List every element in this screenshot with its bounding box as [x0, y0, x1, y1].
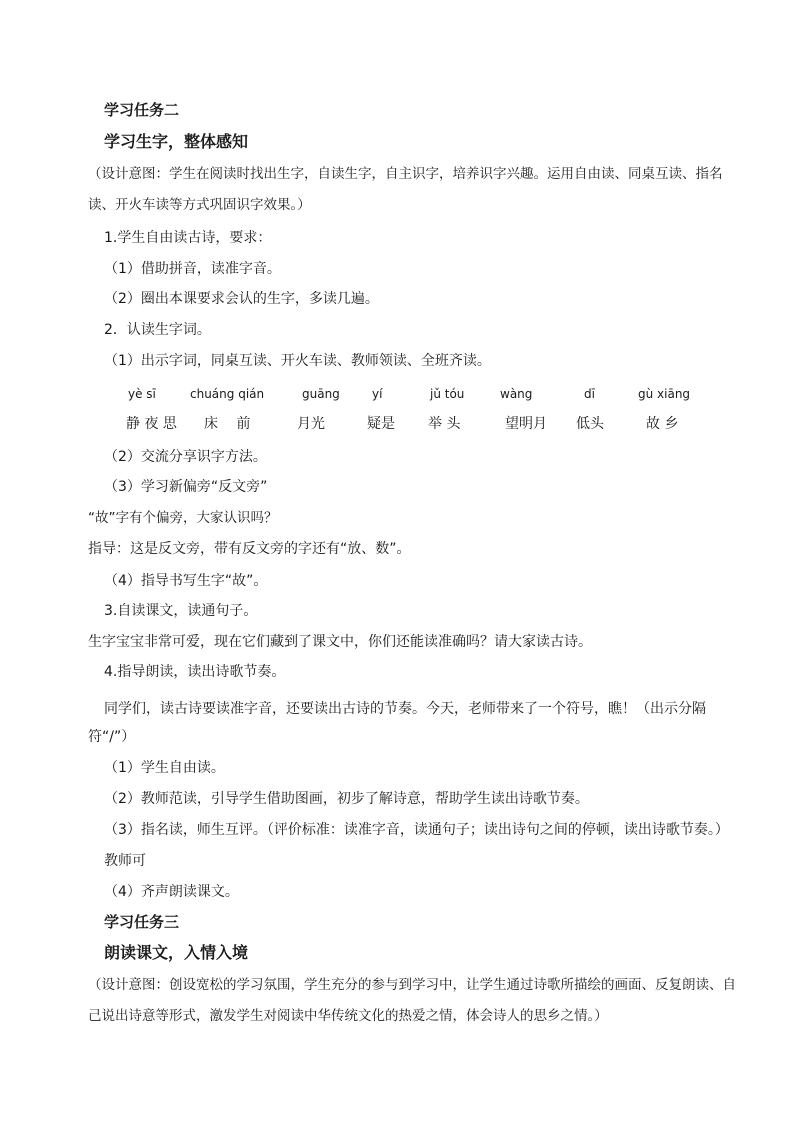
- step3: 3.自读课文，读通句子。: [104, 603, 258, 619]
- step2-c-guide: 指导：这是反文旁，带有反文旁的字还有“放、数”。: [88, 541, 411, 557]
- vocab-hanzi: 故 乡: [646, 416, 679, 432]
- step4-c: （3）指名读，师生互评。（评价标准：读准字音，读通句子；读出诗句之间的停顿，读出诗歌节奏。）: [104, 822, 729, 838]
- step1-b: （2）圈出本课要求会认的生字，多读几遍。: [104, 291, 379, 307]
- step2-d: （4）指导书写生字“故”。: [104, 573, 268, 589]
- vocab-pinyin: yè sī: [128, 387, 156, 401]
- step2: 2．认读生字词。: [104, 322, 211, 338]
- vocab-pinyin: jǔ tóu: [430, 387, 465, 401]
- step2-c-question: “故”字有个偏旁，大家认识吗？: [88, 510, 278, 526]
- task2-design-intent: （设计意图：学生在阅读时找出生字，自读生字，自主识字，培养识字兴趣。运用自由读、同桌互读、指名读、开火车读等方式巩固识字效果。）: [88, 166, 723, 213]
- vocab-hanzi: 月光: [297, 416, 325, 432]
- vocab-pinyin: gù xiāng: [638, 387, 691, 401]
- vocab-hanzi: 静 夜 思: [126, 416, 177, 432]
- vocab-hanzi: 望明月: [505, 416, 547, 432]
- step4: 4.指导朗读，读出诗歌节奏。: [104, 664, 286, 680]
- task2-subheading: 学习生字，整体感知: [104, 132, 249, 151]
- vocab-pinyin: chuáng qián: [190, 387, 265, 401]
- vocab-hanzi: 举 头: [428, 416, 461, 432]
- task3-design-intent: （设计意图：创设宽松的学习氛围，学生充分的参与到学习中，让学生通过诗歌所描绘的画面、反复朗读、自己说出诗意等形式，激发学生对阅读中华传统文化的热爱之情，体会诗人的思乡之情。）: [88, 977, 736, 1024]
- step3-text: 生字宝宝非常可爱，现在它们藏到了课文中，你们还能读准确吗？请大家读古诗。: [88, 634, 592, 650]
- step2-a: （1）出示字词，同桌互读、开火车读、教师领读、全班齐读。: [104, 353, 491, 369]
- vocab-pinyin: wàng: [500, 387, 533, 401]
- step4-d: （4）齐声朗读课文。: [104, 884, 239, 900]
- vocab-pinyin: guāng: [302, 387, 340, 401]
- task3-heading: 学习任务三: [104, 913, 180, 931]
- step4-b: （2）教师范读，引导学生借助图画，初步了解诗意，帮助学生读出诗歌节奏。: [104, 791, 589, 807]
- vocab-hanzi: 疑是: [367, 416, 395, 432]
- vocab-hanzi: 低头: [576, 416, 604, 432]
- step1: 1.学生自由读古诗，要求：: [104, 230, 272, 246]
- vocab-pinyin: dī: [584, 387, 595, 401]
- step4-c-extra: 教师可: [104, 853, 146, 869]
- step2-b: （2）交流分享识字方法。: [104, 449, 267, 465]
- step1-a: （1）借助拼音，读准字音。: [104, 261, 281, 277]
- task2-heading: 学习任务二: [104, 101, 180, 119]
- step4-a: （1）学生自由读。: [104, 760, 225, 776]
- task3-subheading: 朗读课文，入情入境: [104, 943, 249, 962]
- vocab-pinyin: yí: [372, 387, 383, 401]
- step4-text: 同学们，读古诗要读准字音，还要读出古诗的节奏。今天，老师带来了一个符号，瞧！（出示分隔符“/”）: [88, 701, 706, 745]
- step2-c: （3）学习新偏旁“反文旁”: [104, 479, 268, 495]
- vocab-hanzi: 床 前: [204, 416, 251, 432]
